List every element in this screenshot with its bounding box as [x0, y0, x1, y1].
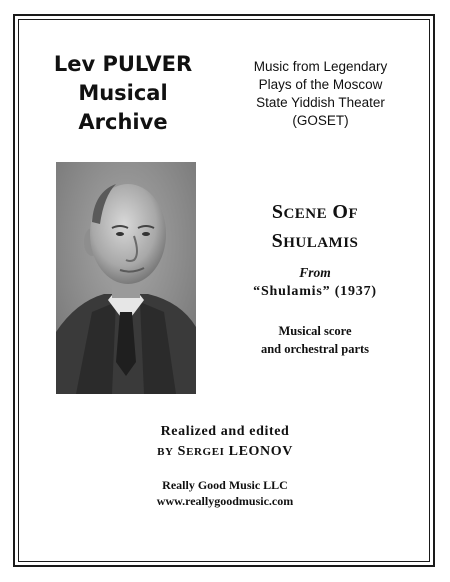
- composer-portrait: [56, 162, 196, 394]
- work-title: “Shulamis” (1937): [253, 284, 377, 299]
- publisher-url: www.reallygoodmusic.com: [156, 494, 294, 508]
- archive-title-line-1: Lev PULVER: [53, 52, 193, 76]
- scene-title-line-2: [240, 228, 390, 257]
- collection-subtitle: [228, 58, 413, 130]
- editor-by: BY: [157, 446, 174, 458]
- editor-last-name: LEONOV: [228, 444, 293, 459]
- publisher-name: Really Good Music LLC: [162, 478, 288, 492]
- from-label: From: [299, 265, 331, 280]
- archive-title: [28, 50, 218, 137]
- editor-first-initial: S: [177, 444, 187, 459]
- subtitle-line-1: Music from Legendary: [253, 59, 388, 74]
- scene-title-initial: S: [271, 201, 284, 223]
- subtitle-line-2: Plays of the Moscow: [258, 77, 383, 92]
- scene-title-of-rest: F: [348, 206, 359, 222]
- editor-credit: [100, 422, 350, 462]
- scene-title-line-1: [240, 199, 390, 228]
- archive-title-line-2: Musical: [78, 81, 168, 105]
- editor-first-rest: ERGEI: [186, 446, 225, 458]
- portrait-image: [56, 162, 196, 394]
- editor-credit-line-1: Realized and edited: [160, 424, 290, 439]
- subtitle-line-4: (GOSET): [292, 113, 349, 128]
- score-description: [240, 322, 390, 358]
- subtitle-line-3: State Yiddish Theater: [256, 95, 385, 110]
- scene-title: [240, 199, 390, 257]
- scene-title-of-initial: O: [332, 201, 349, 223]
- publisher-info: [100, 477, 350, 509]
- scene-title-word: CENE: [283, 206, 328, 222]
- scene-title-name-initial: S: [271, 230, 284, 252]
- scene-title-name-rest: HULAMIS: [283, 235, 359, 251]
- score-description-line-1: Musical score: [278, 324, 352, 338]
- editor-credit-line-2: [100, 442, 350, 462]
- score-description-line-2: and orchestral parts: [260, 342, 370, 356]
- archive-title-line-3: Archive: [78, 110, 168, 134]
